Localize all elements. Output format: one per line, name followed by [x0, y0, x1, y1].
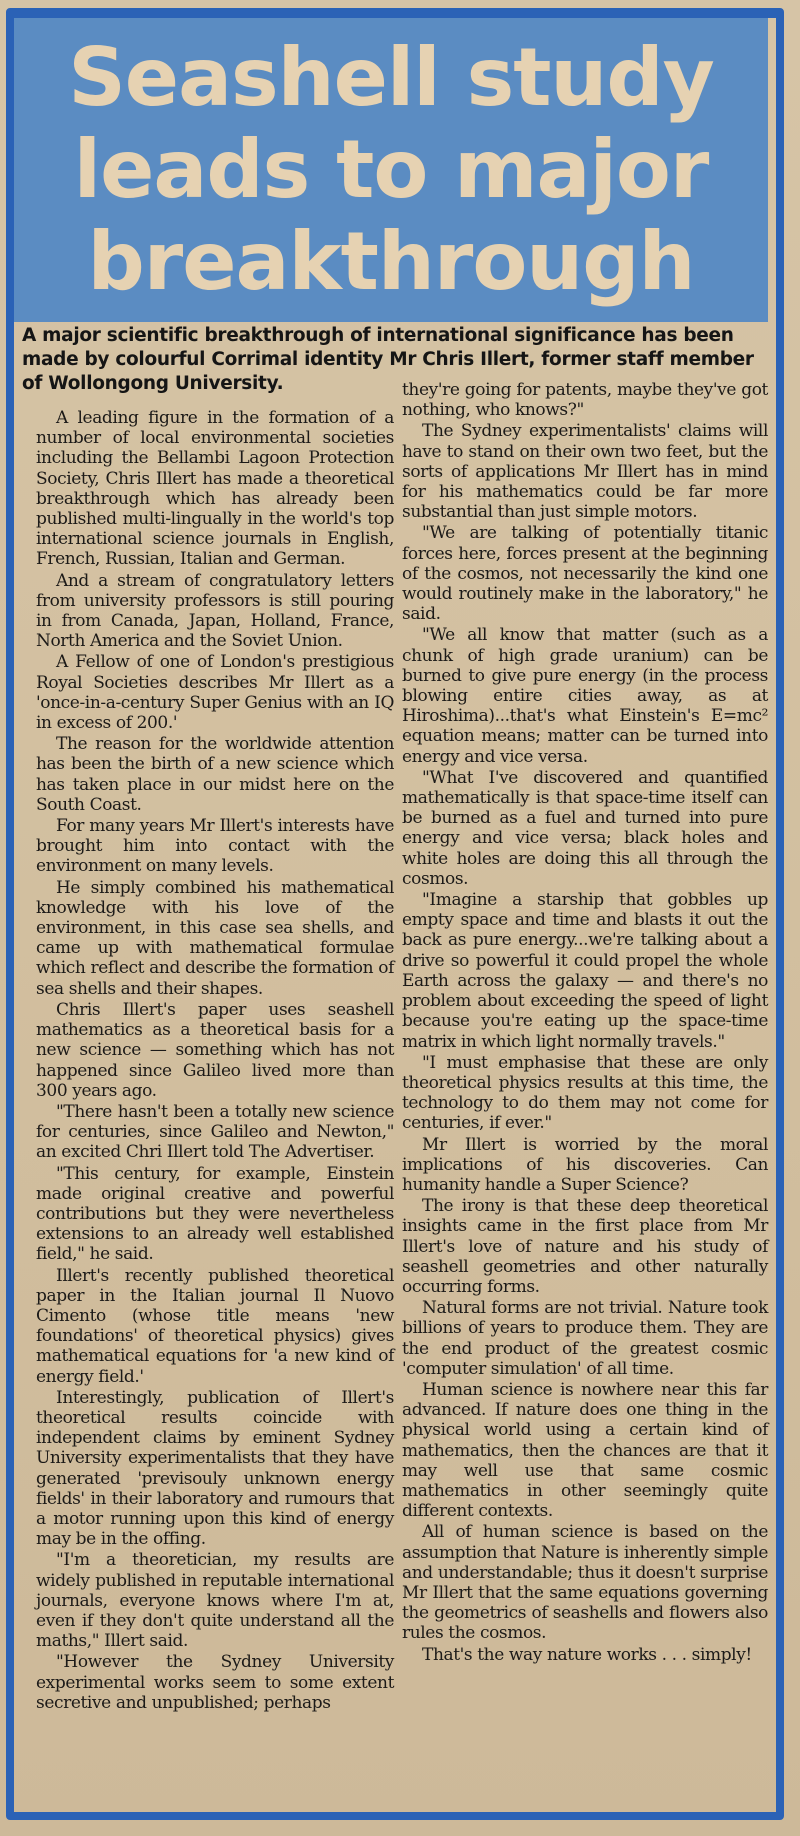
headline-banner [14, 18, 768, 322]
standfirst: A major scientific breakthrough of international significance has been made by colourful Corrimal identity Mr Chris Illert, former staff member of Wollongong University. [22, 325, 754, 394]
paragraph: "We all know that matter (such as a chunk of high grade uranium) can be burned to give pure energy (in the process blowing entire cities away, as at Hiroshima)...that's what Einstein's E=mc² equation means; matter can be turned into energy and vice versa. [402, 625, 768, 767]
paragraph: The irony is that these deep theoretical insights came in the first place from Mr Illert's love of nature and his study of seashell geometries and other naturally occurring forms. [402, 1196, 768, 1297]
paragraph: Illert's recently published theoretical paper in the Italian journal Il Nuovo Cimento (whose title means 'new foundations' of theoretical physics) gives mathematical equations for 'a new kind of energy field.' [36, 1265, 394, 1387]
paragraph: "What I've discovered and quantified mathematically is that space-time itself can be burned as a fuel and turned into pure energy and vice versa; black holes and white holes are doing this all through the cosmos. [402, 767, 768, 889]
paragraph: All of human science is based on the assumption that Nature is inherently simple and understandable; thus it doesn't surprise Mr Illert that the same equations governing the geometrics of seashells and flowers also rules the cosmos. [402, 1522, 768, 1644]
paragraph: That's the way nature works . . . simply! [422, 1644, 752, 1665]
paragraph: A Fellow of one of London's prestigious Royal Societies describes Mr Illert as a 'once-in-a-century Super Genius with an IQ in excess of 200.' [36, 652, 394, 734]
left-column [36, 408, 394, 1714]
paragraph: "Imagine a starship that gobbles up empty space and time and blasts it out the back as pure energy...we're talking about a drive so powerful it could propel the whole Earth across the galaxy — and there's no problem about exceeding the speed of light because you're eating up the space-time matrix in which light normally travels." [402, 890, 768, 1052]
paragraph: The Sydney experimentalists' claims will have to stand on their own two feet, but the sorts of applications Mr Illert has in mind for his mathematics could be far more substantial than just simple motors. [402, 421, 768, 523]
paragraph: And a stream of congratulatory letters from university professors is still pouring in from Canada, Japan, Holland, France, North America and the Soviet Union. [36, 570, 394, 652]
paragraph: "There hasn't been a totally new science for centuries, since Galileo and Newton," an excited Chri Illert told The Advertiser. [36, 1101, 394, 1163]
headline-line-1: Seashell study [68, 31, 714, 124]
paragraph: Human science is nowhere near this far advanced. If nature does one thing in the physical world using a certain kind of mathematics, then the chances are that it may well use that same cosmic mathematics in other seemingly quite different contexts. [402, 1379, 768, 1522]
paragraph: "I'm a theoretician, my results are widely published in reputable international journals, everyone knows where I'm at, even if they don't quite understand all the maths," Illert said. [36, 1550, 394, 1652]
paragraph: He simply combined his mathematical knowledge with his love of the environment, in this case sea shells, and came up with mathematical formulae which reflect and describe the formation of sea shells and their shapes. [36, 877, 394, 999]
paragraph: The reason for the worldwide attention has been the birth of a new science which has taken place in our midst here on the South Coast. [36, 734, 394, 815]
paragraph: A leading figure in the formation of a number of local environmental societies including the Bellambi Lagoon Protection Society, Chris Illert has made a theoretical breakthrough which has already been published multi-lingually in the world's top international science journals in English, French, Russian, Italian and German. [36, 408, 394, 570]
paragraph: they're going for patents, maybe they've got nothing, who knows?" [402, 380, 768, 421]
right-column [402, 380, 768, 1666]
paragraph: "We are talking of potentially titanic forces here, forces present at the beginning of the cosmos, not necessarily the kind one would routinely make in the laboratory," he said. [402, 523, 768, 625]
paragraph: For many years Mr Illert's interests have brought him into contact with the environment on many levels. [36, 816, 394, 877]
headline-line-2: leads to major [73, 123, 709, 216]
paragraph: Mr Illert is worried by the moral implications of his discoveries. Can humanity handle a Super Science? [402, 1134, 768, 1195]
paragraph: "I must emphasise that these are only theoretical physics results at this time, the technology to do them may not come for centuries, if ever." [402, 1052, 768, 1134]
paragraph: Interestingly, publication of Illert's theoretical results coincide with independent claims by eminent Sydney University experimentalists that they have generated 'previsouly unknown energy fields' in their laboratory and rumours that a motor running upon this kind of energy may be in the offing. [36, 1387, 394, 1550]
paragraph: Natural forms are not trivial. Nature took billions of years to produce them. They are the end product of the greatest cosmic 'computer simulation' of all time. [402, 1298, 768, 1379]
headline-line-3: breakthrough [87, 215, 695, 308]
paragraph: "However the Sydney University experimental works seem to some extent secretive and unpublished; perhaps [36, 1652, 394, 1713]
paragraph: Chris Illert's paper uses seashell mathematics as a theoretical basis for a new science — something which has not happened since Galileo lived more than 300 years ago. [36, 999, 394, 1101]
paragraph: "This century, for example, Einstein made original creative and powerful contributions but they were nevertheless extensions to an already well established field," he said. [36, 1163, 394, 1265]
